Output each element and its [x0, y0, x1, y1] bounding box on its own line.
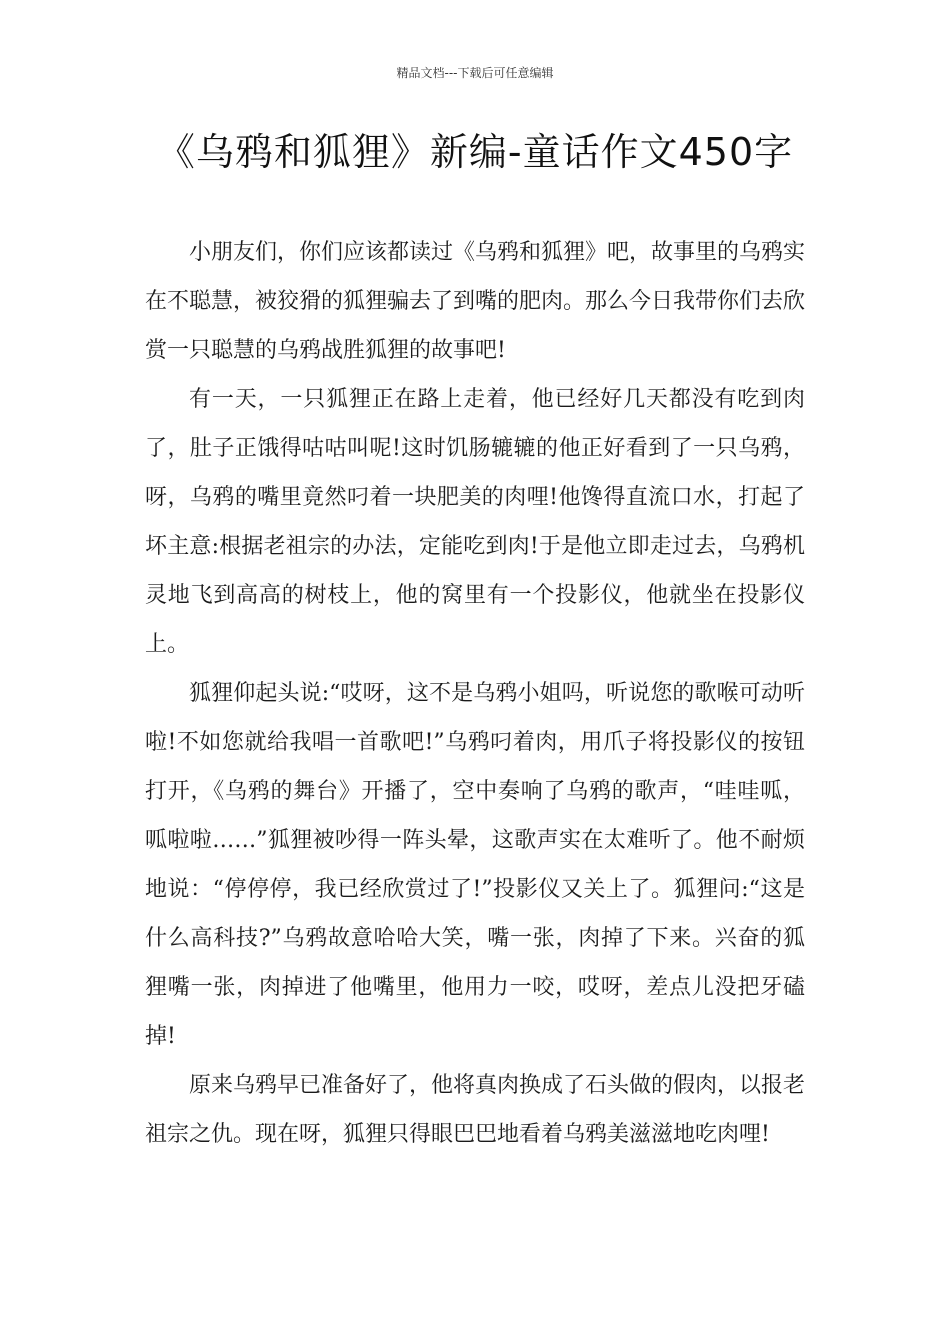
- article-body: [145, 228, 805, 1159]
- page-title: 《乌鸦和狐狸》新编-童话作文450字: [156, 130, 794, 174]
- header-note: 精品文档---下载后可任意编辑: [396, 66, 554, 80]
- paragraph-4: 原来乌鸦早已准备好了，他将真肉换成了石头做的假肉，以报老祖宗之仇。现在呀，狐狸只得眼巴巴地看着乌鸦美滋滋地吃肉哩!: [145, 1073, 806, 1147]
- paragraph-1: 小朋友们，你们应该都读过《乌鸦和狐狸》吧，故事里的乌鸦实在不聪慧，被狡猾的狐狸骗去了到嘴的肥肉。那么今日我带你们去欣赏一只聪慧的乌鸦战胜狐狸的故事吧!: [145, 240, 806, 363]
- paragraph-3: 狐狸仰起头说:“哎呀，这不是乌鸦小姐吗，听说您的歌喉可动听啦!不如您就给我唱一首歌吧!”乌鸦叼着肉，用爪子将投影仪的按钮打开，《乌鸦的舞台》开播了，空中奏响了乌鸦的歌声，“哇哇呱，呱啦啦……”狐狸被吵得一阵头晕，这歌声实在太难听了。他不耐烦地说：“停停停，我已经欣赏过了!”投影仪又关上了。狐狸问:“这是什么高科技?”乌鸦故意哈哈大笑，嘴一张，肉掉了下来。兴奋的狐狸嘴一张，肉掉进了他嘴里，他用力一咬，哎呀，差点儿没把牙磕掉!: [145, 681, 805, 1049]
- paragraph-2: 有一天，一只狐狸正在路上走着，他已经好几天都没有吃到肉了，肚子正饿得咕咕叫呢!这时饥肠辘辘的他正好看到了一只乌鸦，呀，乌鸦的嘴里竟然叼着一块肥美的肉哩!他馋得直流口水，打起了坏主意:根据老祖宗的办法，定能吃到肉!于是他立即走过去，乌鸦机灵地飞到高高的树枝上，他的窝里有一个投影仪，他就坐在投影仪上。: [145, 387, 805, 657]
